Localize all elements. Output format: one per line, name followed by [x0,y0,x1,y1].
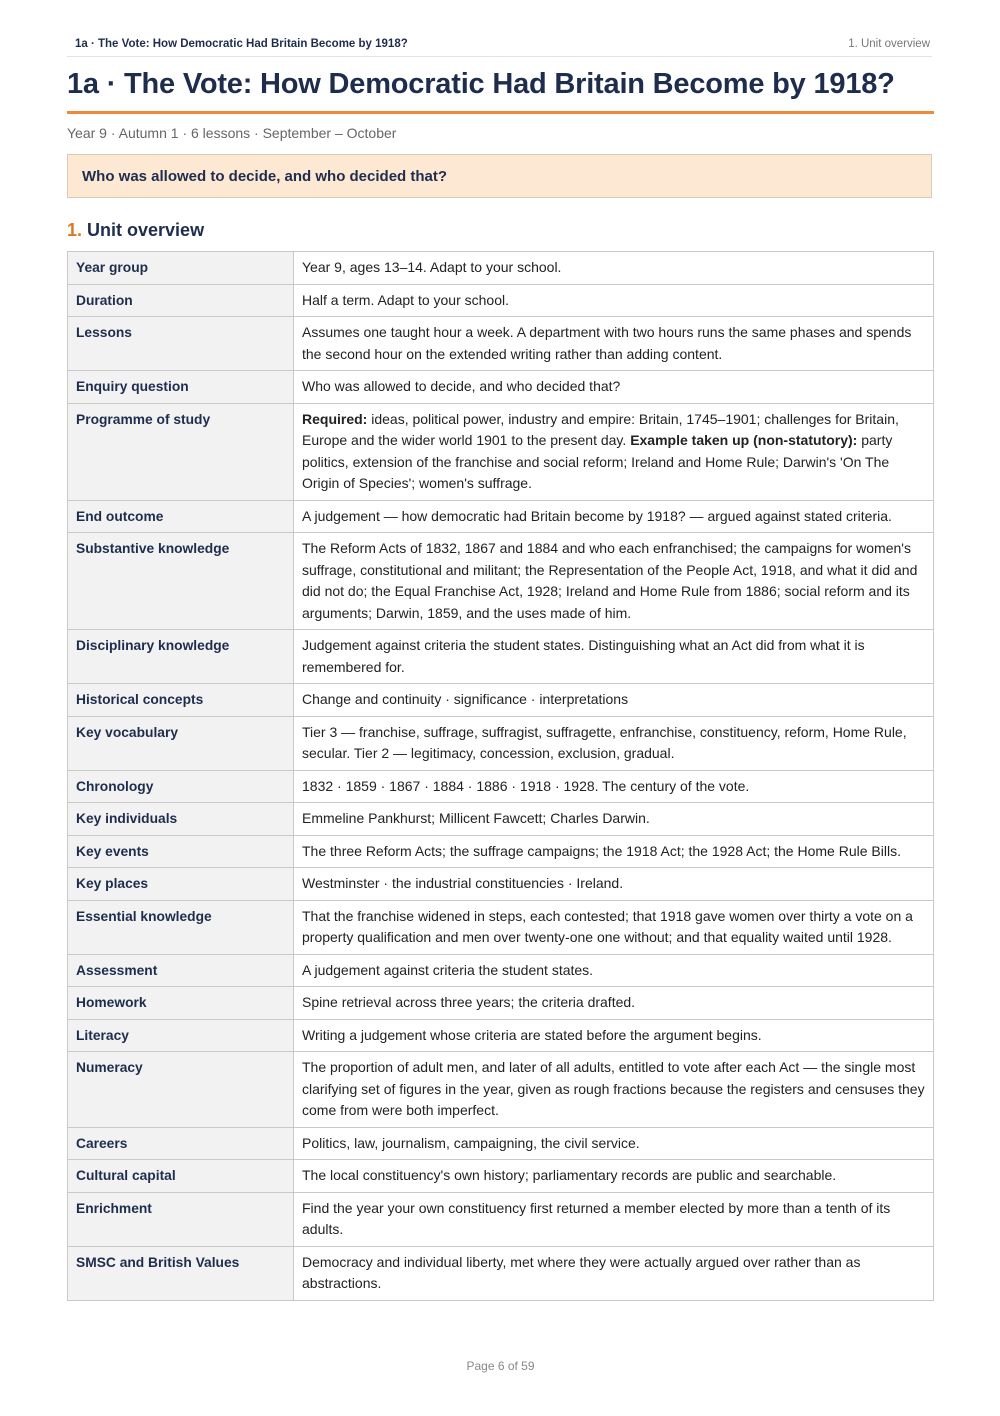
row-label: Disciplinary knowledge [68,630,294,684]
row-label: Careers [68,1127,294,1160]
row-label: Literacy [68,1019,294,1052]
row-value: Half a term. Adapt to your school. [294,284,934,317]
running-header [67,38,932,57]
row-label: Assessment [68,954,294,987]
row-value: Tier 3 — franchise, suffrage, suffragist, suffragette, enfranchise, constituency, reform, Home Rule, secular. Tier 2 — legitimacy, concession, exclusion, gradual. [294,716,934,770]
row-label: End outcome [68,500,294,533]
row-value: Who was allowed to decide, and who decided that? [294,371,934,404]
running-header-section: 1. Unit overview [848,38,930,50]
row-value: Democracy and individual liberty, met where they were actually argued over rather than as abstractions. [294,1246,934,1300]
row-value: 1832 · 1859 · 1867 · 1884 · 1886 · 1918 · 1928. The century of the vote. [294,770,934,803]
row-value: Westminster · the industrial constituencies · Ireland. [294,868,934,901]
row-value [294,403,934,500]
row-label: Enrichment [68,1192,294,1246]
table-row [68,630,934,684]
row-label: Programme of study [68,403,294,500]
table-row [68,803,934,836]
table-row [68,987,934,1020]
table-row [68,900,934,954]
row-label: Homework [68,987,294,1020]
table-row [68,684,934,717]
table-row [68,868,934,901]
table-row [68,403,934,500]
section-heading [67,220,204,241]
table-row [68,533,934,630]
row-label: Cultural capital [68,1160,294,1193]
row-label: Essential knowledge [68,900,294,954]
table-row [68,1052,934,1128]
table-row [68,716,934,770]
row-value: That the franchise widened in steps, each contested; that 1918 gave women over thirty a vote on a property qualification and men over twenty-one one without; and that equality waited until 1928. [294,900,934,954]
row-label: Key vocabulary [68,716,294,770]
section-title: Unit overview [87,220,205,240]
enquiry-callout-text: Who was allowed to decide, and who decided that? [82,167,448,185]
row-value: A judgement against criteria the student states. [294,954,934,987]
row-value-emphasis: Required: [302,410,368,427]
row-value: Writing a judgement whose criteria are stated before the argument begins. [294,1019,934,1052]
row-value-text: ideas, political power, industry and empire: Britain, 1745–1901; challenges for Britain, Europe and the wider world 1901 to the present day. [302,410,899,448]
row-value: The three Reform Acts; the suffrage campaigns; the 1918 Act; the 1928 Act; the Home Rule Bills. [294,835,934,868]
enquiry-callout [67,154,932,198]
row-value: The Reform Acts of 1832, 1867 and 1884 and who each enfranchised; the campaigns for women's suffrage, constitutional and militant; the Representation of the People Act, 1918, and what it did and did not do; the Equal Franchise Act, 1928; Ireland and Home Rule from 1886; social reform and its arguments; Darwin, 1859, and the uses made of him. [294,533,934,630]
table-row [68,1019,934,1052]
unit-meta: Year 9 · Autumn 1 · 6 lessons · September – October [67,125,397,141]
row-label: Chronology [68,770,294,803]
table-row [68,317,934,371]
row-label: Enquiry question [68,371,294,404]
table-row [68,835,934,868]
table-row [68,500,934,533]
table-row [68,1192,934,1246]
page-title: 1a · The Vote: How Democratic Had Britain Become by 1918? [67,68,934,114]
table-row [68,284,934,317]
row-value: Assumes one taught hour a week. A department with two hours runs the same phases and spends the second hour on the extended writing rather than adding content. [294,317,934,371]
table-row [68,1246,934,1300]
table-row [68,1160,934,1193]
row-value: Politics, law, journalism, campaigning, the civil service. [294,1127,934,1160]
row-value: The local constituency's own history; parliamentary records are public and searchable. [294,1160,934,1193]
row-label: Numeracy [68,1052,294,1128]
row-value: A judgement — how democratic had Britain become by 1918? — argued against stated criteria. [294,500,934,533]
table-row [68,252,934,285]
table-row [68,770,934,803]
row-value: Change and continuity · significance · interpretations [294,684,934,717]
row-label: SMSC and British Values [68,1246,294,1300]
table-row [68,371,934,404]
running-header-title: 1a · The Vote: How Democratic Had Britain Become by 1918? [75,38,408,50]
row-label: Key individuals [68,803,294,836]
unit-overview-table [67,251,934,1301]
row-label: Key places [68,868,294,901]
row-value: Year 9, ages 13–14. Adapt to your school. [294,252,934,285]
row-value: Judgement against criteria the student states. Distinguishing what an Act did from what it is remembered for. [294,630,934,684]
table-row [68,954,934,987]
row-label: Substantive knowledge [68,533,294,630]
row-value: Find the year your own constituency first returned a member elected by more than a tenth of its adults. [294,1192,934,1246]
row-label: Historical concepts [68,684,294,717]
table-row [68,1127,934,1160]
row-label: Year group [68,252,294,285]
row-value: The proportion of adult men, and later of all adults, entitled to vote after each Act — the single most clarifying set of figures in the year, given as rough fractions because the registers and censuses they come from were both imperfect. [294,1052,934,1128]
page-number: Page 6 of 59 [466,1359,535,1373]
row-value: Emmeline Pankhurst; Millicent Fawcett; Charles Darwin. [294,803,934,836]
row-value-text: party politics, extension of the franchise and social reform; Ireland and Home Rule; Darwin's 'On The Origin of Species'; women's suffrage. [302,432,893,491]
row-value-emphasis: Example taken up (non-statutory): [630,432,858,448]
row-label: Duration [68,284,294,317]
section-number: 1. [67,220,83,240]
row-value: Spine retrieval across three years; the criteria drafted. [294,987,934,1020]
row-label: Key events [68,835,294,868]
row-label: Lessons [68,317,294,371]
